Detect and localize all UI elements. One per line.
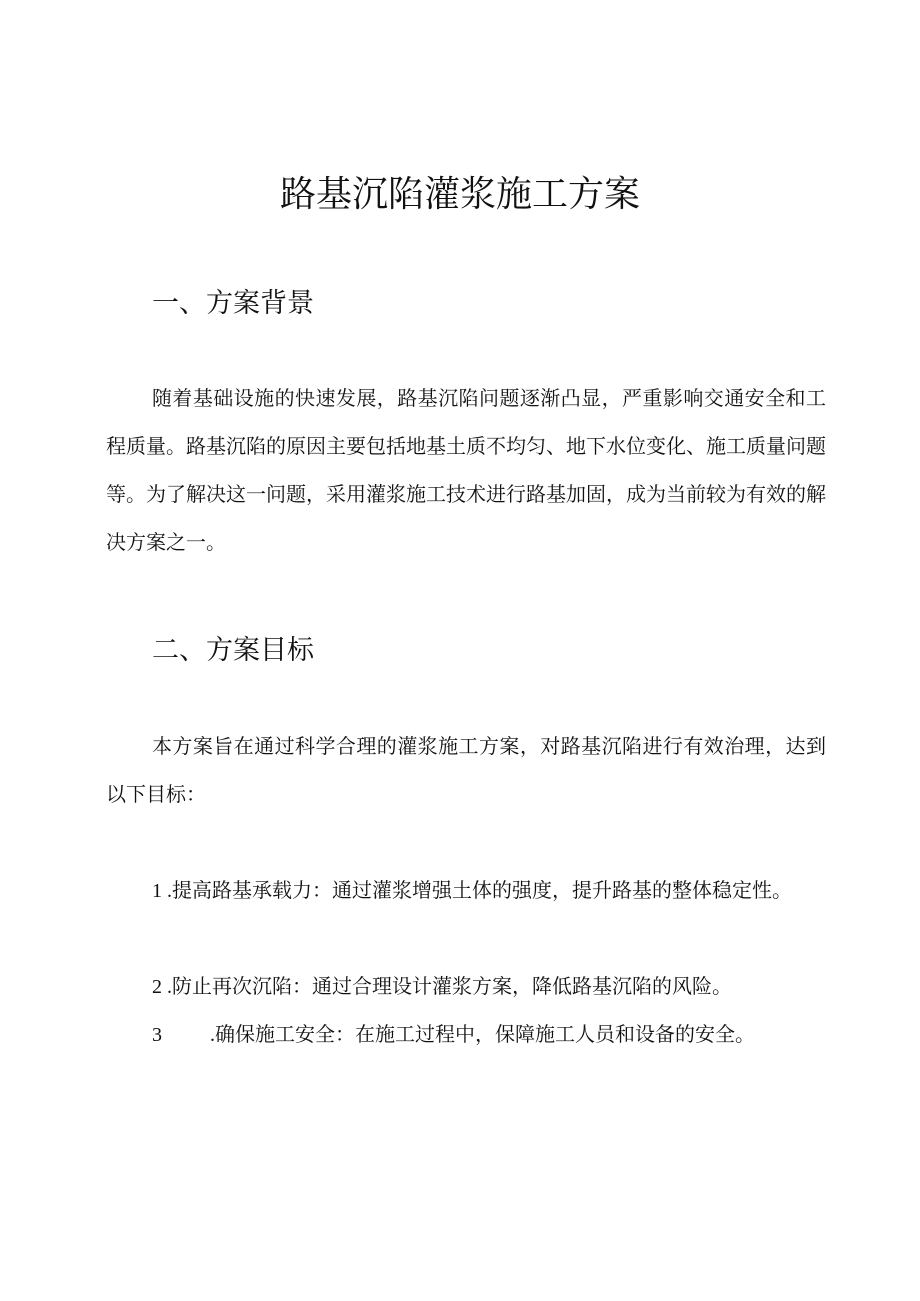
goal-item-separator: . [162,880,172,902]
goal-item-number: 1 [152,880,162,902]
goal-item-number: 2 [152,976,162,998]
section-heading-goals: 二、方案目标 [152,635,314,666]
goals-intro-paragraph: 本方案旨在通过科学合理的灌浆施工方案，对路基沉陷进行有效治理，达到以下目标： [106,734,826,806]
goal-item-text: 防止再次沉陷：通过合理设计灌浆方案，降低路基沉陷的风险。 [172,974,732,998]
goal-item-1 [106,866,826,915]
goal-item-3 [106,1010,826,1059]
goal-item-text: 提高路基承载力：通过灌浆增强土体的强度，提升路基的整体稳定性。 [172,878,792,902]
goal-item-number: 3 [152,1024,162,1046]
goal-item-2 [106,962,826,1011]
goal-item-separator: . [162,976,172,998]
goal-item-text: 确保施工安全：在施工过程中，保障施工人员和设备的安全。 [215,1022,755,1046]
document-title: 路基沉陷灌浆施工方案 [279,174,640,215]
section-heading-background: 一、方案背景 [152,288,314,319]
goal-item-separator: . [210,1024,215,1046]
background-paragraph: 随着基础设施的快速发展，路基沉陷问题逐渐凸显，严重影响交通安全和工程质量。路基沉陷的原因主要包括地基土质不均匀、地下水位变化、施工质量问题等。为了解决这一问题，采用灌浆施工技术进行路基加固，成为当前较为有效的解决方案之一。 [106,386,826,554]
